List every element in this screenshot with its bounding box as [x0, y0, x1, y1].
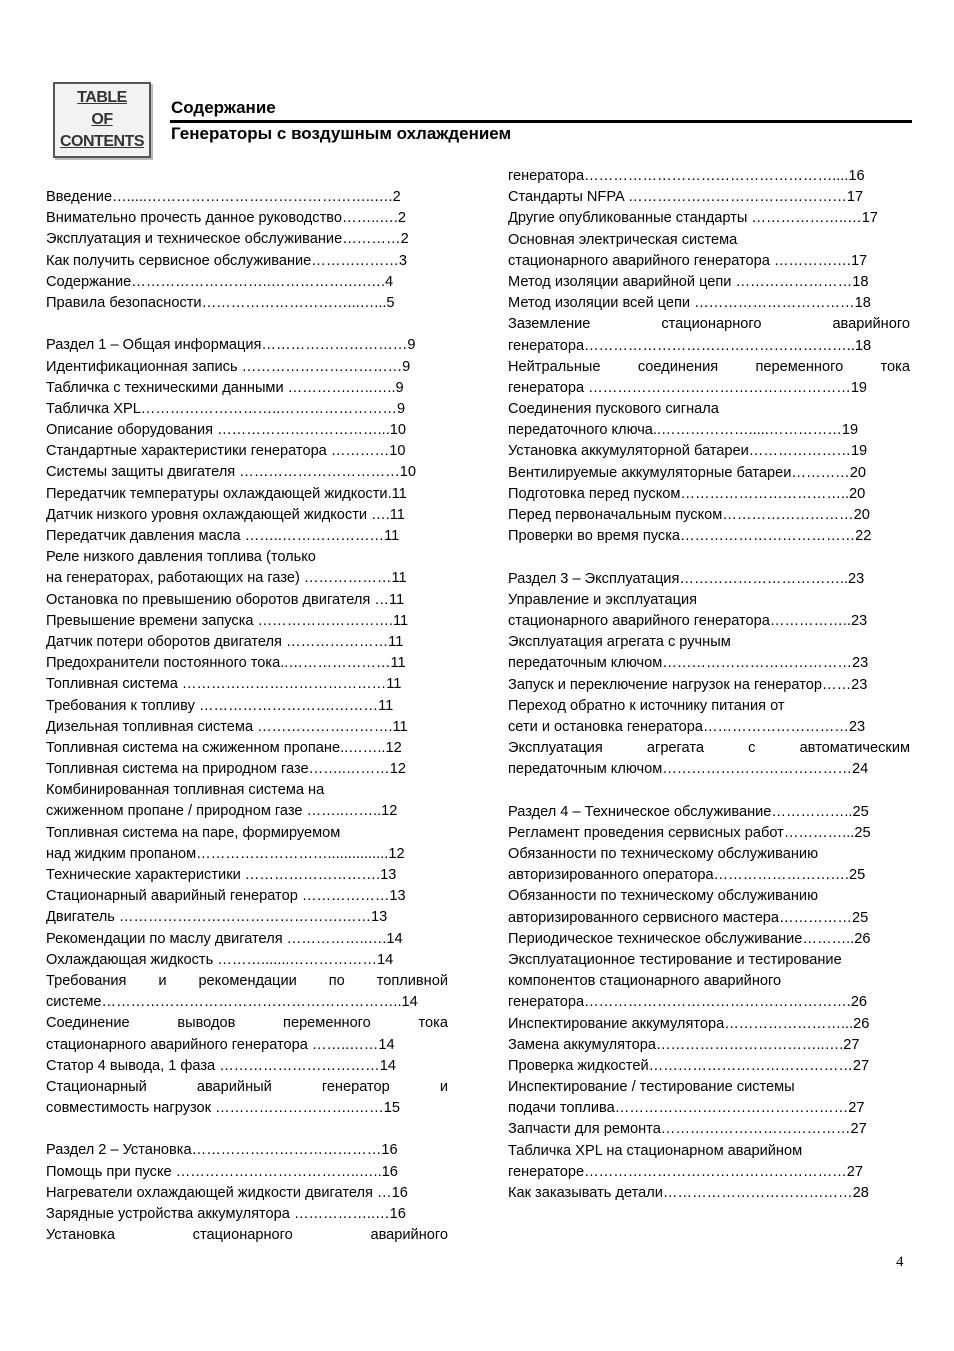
- toc-entry: Предохранители постоянного тока..…………………11: [46, 655, 406, 672]
- toc-entry: Табличка с техническими данными ………….…..…..9: [46, 379, 404, 396]
- toc-right-column: [508, 166, 910, 1204]
- toc-entry-word: аварийного: [370, 1227, 448, 1244]
- toc-entry-word: Эксплуатация: [508, 740, 603, 757]
- toc-entry: совместимость нагрузок ………………………..……15: [46, 1100, 400, 1117]
- toc-entry-word: Нейтральные: [508, 358, 601, 375]
- toc-entry: Раздел 4 – Техническое обслуживание……………..25: [508, 803, 869, 820]
- toc-entry-word: Установка: [46, 1227, 115, 1244]
- toc-entry: генератора ………………………………………………19: [508, 379, 868, 396]
- toc-entry-word: Стационарный: [46, 1078, 147, 1095]
- section-gap: [46, 314, 448, 335]
- toc-entry-word: топливной: [376, 972, 448, 989]
- toc-entry: передаточного ключа..……………….....……………19: [508, 422, 859, 439]
- toc-entry: Идентификационная запись ……………………………9: [46, 358, 411, 375]
- toc-entry-word: Заземление: [508, 316, 591, 333]
- toc-entry: Вентилируемые аккумуляторные батареи…………20: [508, 464, 867, 481]
- logo-line-1: TABLE: [77, 89, 127, 106]
- toc-entry: Превышение времени запуска ……………………….11: [46, 612, 409, 629]
- toc-entry: Как получить сервисное обслуживание………………3: [46, 252, 407, 269]
- toc-entry: Зарядные устройства аккумулятора ……………..…16: [46, 1206, 406, 1222]
- toc-entry: системе……………………………………………………..14: [46, 994, 418, 1011]
- toc-entry: Правила безопасности…………………………...…...5: [46, 294, 395, 311]
- toc-entry: Датчик низкого уровня охлаждающей жидкости ….11: [46, 506, 405, 523]
- toc-entry: Установка аккумуляторной батареи…………………19: [508, 443, 868, 460]
- toc-entry: передаточным ключом…………………………………23: [508, 655, 869, 672]
- toc-entry-word: и: [158, 972, 167, 989]
- toc-entry: стационарного аварийного генератора …………….17: [508, 252, 868, 269]
- toc-entry: [508, 314, 910, 335]
- toc-entry: сети и остановка генератора…………………………23: [508, 718, 866, 735]
- toc-entry-word: Требования: [46, 972, 127, 989]
- page-title: Содержание: [171, 98, 276, 117]
- toc-entry: Датчик потери оборотов двигателя …………………11: [46, 633, 404, 650]
- toc-entry: Запчасти для ремонта…………………………………27: [508, 1121, 867, 1138]
- toc-entry: [46, 1077, 448, 1098]
- toc-entry-word: выводов: [177, 1015, 236, 1032]
- toc-entry-word: переменного: [283, 1015, 371, 1032]
- toc-entry: на генераторах, работающих на газе) ………………11: [46, 570, 407, 587]
- toc-entry: генератора………………………………………………..18: [508, 337, 872, 354]
- toc-entry: генератора……………………………………………….26: [508, 994, 868, 1011]
- toc-entry: Раздел 2 – Установка…………………………………16: [46, 1142, 398, 1159]
- toc-entry: стационарного аварийного генератора……………..23: [508, 612, 868, 629]
- toc-entry-word: аварийного: [832, 316, 910, 333]
- toc-entry: подачи топлива…………………………………………27: [508, 1100, 865, 1117]
- toc-entry: Инспектирование аккумулятора……………………...26: [508, 1015, 870, 1032]
- toc-entry: Эксплуатация и техническое обслуживание…………2: [46, 231, 409, 248]
- toc-entry: Рекомендации по маслу двигателя ……………..….14: [46, 930, 403, 947]
- toc-entry-word: рекомендации: [198, 972, 297, 989]
- toc-entry: Стационарный аварийный генератор ………………13: [46, 888, 406, 905]
- toc-entry: Реле низкого давления топлива (только: [46, 549, 316, 566]
- page-number: 4: [896, 1254, 904, 1270]
- toc-entry: Стандартные характеристики генератора …………10: [46, 443, 406, 460]
- toc-entry: Передатчик температуры охлаждающей жидкости.11: [46, 485, 407, 502]
- toc-entry: сжиженном пропане / природном газе ……..……..12: [46, 803, 398, 820]
- toc-entry: Внимательно прочесть данное руководство……..….2: [46, 210, 407, 227]
- toc-entry: Другие опубликованные стандарты ………………..…17: [508, 210, 878, 227]
- toc-entry: Остановка по превышению оборотов двигателя …11: [46, 591, 405, 608]
- toc-entry-word: автоматическим: [799, 740, 910, 757]
- toc-left-column: [46, 187, 448, 1246]
- section-gap: [508, 547, 910, 568]
- toc-entry: Стандарты NFPA ………………………………………17: [508, 189, 864, 206]
- toc-entry: Дизельная топливная система ……………………….11: [46, 718, 408, 735]
- toc-entry: Требования к топливу ……………………….………11: [46, 697, 394, 714]
- toc-entry: Охлаждающая жидкость ……….......………………14: [46, 951, 394, 968]
- toc-entry: Метод изоляции аварийной цепи ……………………18: [508, 273, 869, 290]
- page-subtitle: Генераторы с воздушным охлаждением: [171, 124, 512, 143]
- toc-entry: Управление и эксплуатация: [508, 591, 698, 608]
- toc-entry: Метод изоляции всей цепи ……………………………18: [508, 295, 871, 312]
- toc-entry: [46, 971, 448, 992]
- toc-entry: Основная электрическая система: [508, 231, 738, 248]
- toc-entry: компонентов стационарного аварийного: [508, 973, 782, 990]
- toc-entry: Раздел 1 – Общая информация…………………………9: [46, 337, 416, 354]
- toc-entry: Табличка XPL на стационарном аварийном: [508, 1142, 803, 1159]
- toc-entry: Эксплуатация агрегата с ручным: [508, 634, 731, 651]
- toc-entry: Раздел 3 – Эксплуатация……………………………..23: [508, 570, 865, 587]
- toc-entry: Описание оборудования ……………………………...10: [46, 422, 406, 439]
- toc-entry-word: с: [748, 740, 756, 757]
- toc-entry: Системы защиты двигателя ……………………………10: [46, 464, 417, 481]
- toc-entry: Подготовка перед пуском……………………………..20: [508, 485, 866, 502]
- toc-entry-word: и: [439, 1078, 448, 1095]
- toc-entry: передаточным ключом…………………………………24: [508, 761, 869, 778]
- toc-entry: Табличка XPL………………………..……………………9: [46, 400, 406, 417]
- toc-entry: Нагреватели охлаждающей жидкости двигателя …16: [46, 1184, 408, 1201]
- toc-entry: Соединения пускового сигнала: [508, 401, 719, 418]
- section-gap: [508, 780, 910, 801]
- toc-entry-word: переменного: [755, 358, 844, 375]
- toc-entry: над жидким пропаном………………………...............12: [46, 845, 405, 862]
- toc-entry: Топливная система на сжиженном пропане..……..12: [46, 739, 402, 756]
- toc-entry: [508, 738, 910, 759]
- logo-line-2: OF: [91, 111, 113, 128]
- toc-entry: Топливная система на природном газе……..………12: [46, 761, 406, 778]
- toc-entry: Обязанности по техническому обслуживанию: [508, 846, 819, 862]
- toc-entry-word: Соединение: [46, 1015, 130, 1032]
- toc-entry-word: стационарного: [192, 1227, 293, 1244]
- toc-entry: авторизированного сервисного мастера……………25: [508, 909, 869, 926]
- toc-entry-word: соединения: [637, 358, 719, 375]
- toc-entry: генератора……………………………………………....16: [508, 168, 865, 184]
- toc-entry: Топливная система ……………………………………11: [46, 676, 402, 693]
- toc-entry: генераторе………………………………………………27: [508, 1163, 863, 1180]
- toc-entry: Периодическое техническое обслуживание………..26: [508, 930, 871, 947]
- toc-entry: Перед первоначальным пуском………………………20: [508, 507, 870, 523]
- toc-entry: Комбинированная топливная система на: [46, 782, 325, 799]
- toc-entry: [508, 357, 910, 378]
- toc-entry: Введение….....………………………………………..….2: [46, 189, 401, 205]
- toc-entry: стационарного аварийного генератора ……..……14: [46, 1036, 395, 1053]
- toc-entry-word: тока: [880, 358, 910, 375]
- toc-entry-word: агрегата: [646, 740, 704, 757]
- toc-entry: Передатчик давления масла ……..…………………11: [46, 528, 400, 544]
- toc-entry: Регламент проведения сервисных работ…………...25: [508, 824, 871, 841]
- toc-entry: Инспектирование / тестирование системы: [508, 1079, 795, 1096]
- toc-entry: Как заказывать детали…………………………………28: [508, 1185, 869, 1201]
- toc-entry: Статор 4 вывода, 1 фаза ……………………………14: [46, 1057, 396, 1074]
- toc-entry: Технические характеристики ……………………….13: [46, 867, 397, 883]
- toc-entry-word: стационарного: [661, 316, 762, 333]
- toc-entry: Проверки во время пуска………………………………22: [508, 528, 872, 545]
- toc-entry: Переход обратно к источнику питания от: [508, 697, 785, 714]
- toc-entry: Двигатель ……………………………………….……13: [46, 909, 388, 926]
- logo-line-3: CONTENTS: [60, 133, 144, 150]
- toc-entry: Замена аккумулятора……………………………..….27: [508, 1036, 860, 1053]
- toc-entry: Запуск и переключение нагрузок на генератор……23: [508, 676, 868, 693]
- toc-entry-word: тока: [418, 1015, 448, 1032]
- toc-entry: Содержание………………………..…………….….….4: [46, 273, 394, 290]
- toc-entry: авторизированного оператора……………………….25: [508, 867, 866, 884]
- toc-entry: [46, 1013, 448, 1034]
- toc-entry-word: по: [328, 972, 345, 989]
- toc-entry: Помощь при пуске ………………………………..…..16: [46, 1163, 398, 1180]
- table-of-contents-logo: [53, 82, 151, 158]
- toc-entry: Обязанности по техническому обслуживанию: [508, 888, 819, 905]
- toc-entry: Топливная система на паре, формируемом: [46, 824, 341, 841]
- section-gap: [46, 1119, 448, 1140]
- toc-entry-word: генератор: [321, 1078, 390, 1095]
- toc-entry: Проверка жидкостей……………………………………27: [508, 1057, 870, 1074]
- toc-entry-word: аварийный: [196, 1078, 272, 1095]
- toc-entry: [46, 1225, 448, 1246]
- toc-entry: Эксплуатационное тестирование и тестирование: [508, 951, 842, 968]
